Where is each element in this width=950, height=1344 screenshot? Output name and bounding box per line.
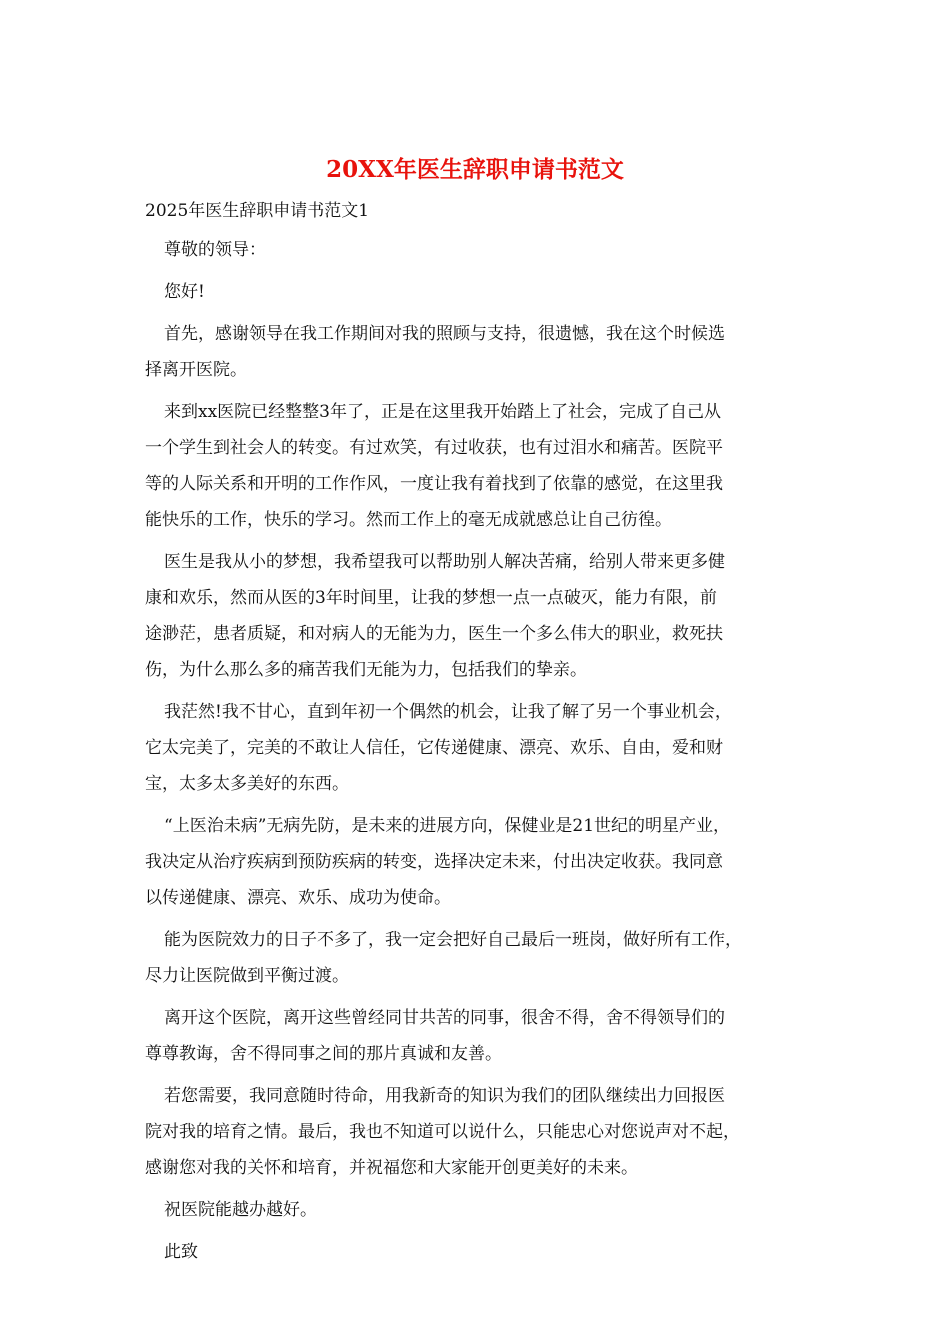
body-paragraph bbox=[145, 538, 825, 688]
paragraph-line: 感谢您对我的关怀和培育，并祝福您和大家能开创更美好的未来。 bbox=[145, 1158, 638, 1178]
paragraph-line: 能快乐的工作，快乐的学习。然而工作上的毫无成就感总让自己彷徨。 bbox=[145, 510, 672, 530]
body-paragraph bbox=[145, 310, 825, 388]
document-title: 20XX年医生辞职申请书范文 bbox=[326, 156, 624, 183]
paragraph-line: 途渺茫，患者质疑，和对病人的无能为力，医生一个多么伟大的职业，救死扶 bbox=[145, 624, 723, 644]
paragraph-line: 择离开医院。 bbox=[145, 360, 247, 380]
paragraph-line: 来到xx医院已经整整3年了，正是在这里我开始踏上了社会，完成了自己从 bbox=[164, 402, 721, 422]
body-paragraph bbox=[145, 1186, 825, 1228]
paragraph-line: 离开这个医院，离开这些曾经同甘共苦的同事，很舍不得，舍不得领导们的 bbox=[164, 1008, 725, 1028]
paragraph-line: 若您需要，我同意随时待命，用我新奇的知识为我们的团队继续出力回报医 bbox=[164, 1086, 725, 1106]
paragraph-line: 我决定从治疗疾病到预防疾病的转变，选择决定未来，付出决定收获。我同意 bbox=[145, 852, 723, 872]
paragraph-line: 尊敬的领导： bbox=[164, 240, 266, 260]
paragraph-line: 首先，感谢领导在我工作期间对我的照顾与支持，很遗憾，我在这个时候选 bbox=[164, 324, 725, 344]
paragraph-line: 宝，太多太多美好的东西。 bbox=[145, 774, 349, 794]
paragraph-line: “上医治未病”无病先防，是未来的进展方向，保健业是21世纪的明星产业， bbox=[164, 816, 731, 836]
body-paragraph bbox=[145, 802, 825, 916]
body-paragraph bbox=[145, 688, 825, 802]
paragraph-line: 医生是我从小的梦想，我希望我可以帮助别人解决苦痛，给别人带来更多健 bbox=[164, 552, 725, 572]
paragraph-line: 康和欢乐，然而从医的3年时间里，让我的梦想一点一点破灭，能力有限，前 bbox=[145, 588, 717, 608]
paragraph-line: 此致 bbox=[164, 1242, 198, 1262]
paragraph-line: 尊尊教诲，舍不得同事之间的那片真诚和友善。 bbox=[145, 1044, 502, 1064]
body-paragraph bbox=[145, 268, 825, 310]
body-paragraph bbox=[145, 994, 825, 1072]
body-paragraph bbox=[145, 1072, 825, 1186]
paragraph-line: 尽力让医院做到平衡过渡。 bbox=[145, 966, 349, 986]
body-paragraph bbox=[145, 1228, 825, 1270]
body-paragraph bbox=[145, 226, 825, 268]
paragraph-line: 等的人际关系和开明的工作作风，一度让我有着找到了依靠的感觉，在这里我 bbox=[145, 474, 723, 494]
paragraph-line: 您好! bbox=[164, 282, 205, 302]
body-paragraph bbox=[145, 916, 825, 994]
paragraph-line: 它太完美了，完美的不敢让人信任，它传递健康、漂亮、欢乐、自由，爱和财 bbox=[145, 738, 723, 758]
paragraph-line: 能为医院效力的日子不多了，我一定会把好自己最后一班岗，做好所有工作， bbox=[164, 930, 742, 950]
body-paragraph bbox=[145, 388, 825, 538]
paragraph-line: 我茫然!我不甘心，直到年初一个偶然的机会，让我了解了另一个事业机会， bbox=[164, 702, 732, 722]
paragraph-line: 祝医院能越办越好。 bbox=[164, 1200, 317, 1220]
paragraph-line: 伤，为什么那么多的痛苦我们无能为力，包括我们的挚亲。 bbox=[145, 660, 587, 680]
paragraph-line: 以传递健康、漂亮、欢乐、成功为使命。 bbox=[145, 888, 451, 908]
paragraph-line: 院对我的培育之情。最后，我也不知道可以说什么，只能忠心对您说声对不起， bbox=[145, 1122, 740, 1142]
document-subtitle: 2025年医生辞职申请书范文1 bbox=[145, 201, 370, 221]
paragraph-line: 一个学生到社会人的转变。有过欢笑，有过收获，也有过泪水和痛苦。医院平 bbox=[145, 438, 723, 458]
document-body bbox=[145, 196, 825, 1270]
